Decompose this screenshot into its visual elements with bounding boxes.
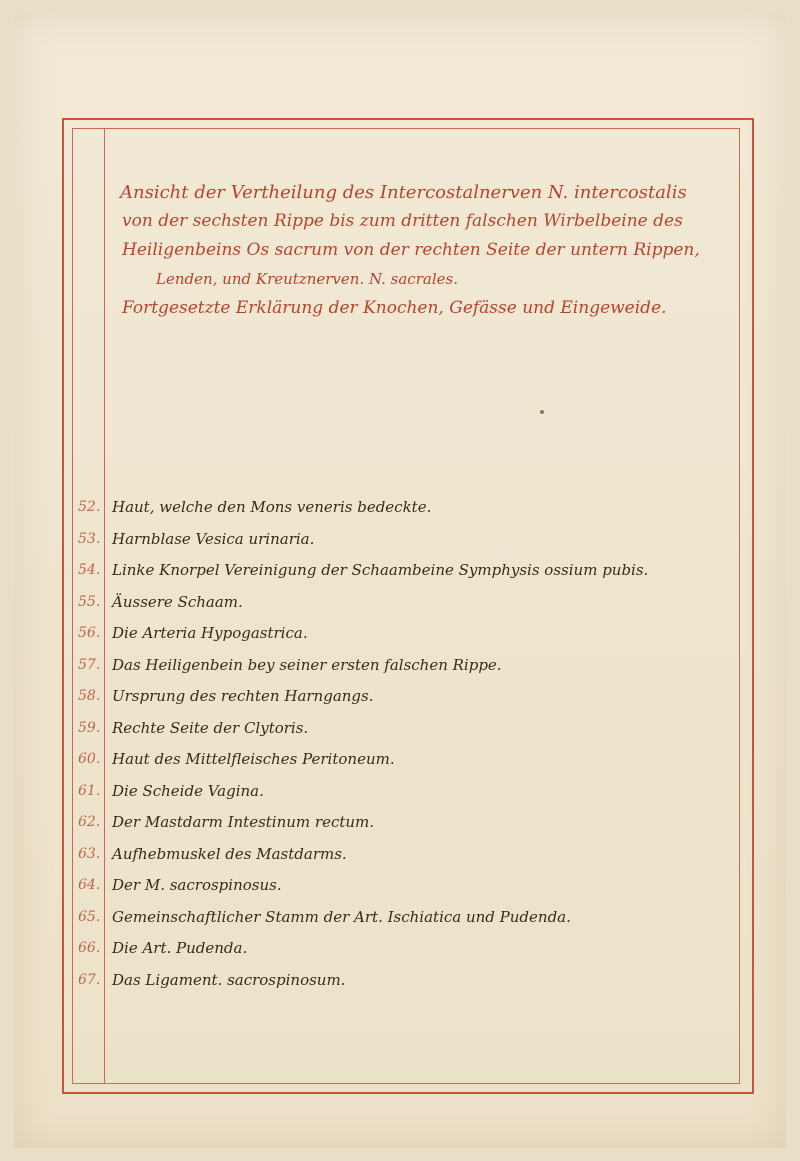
entry-number: 62. <box>78 814 101 830</box>
list-item <box>72 839 732 871</box>
entry-number: 64. <box>78 877 101 893</box>
entry-number: 63. <box>78 845 101 862</box>
entry-number: 66. <box>78 940 101 956</box>
entry-number: 56. <box>78 625 101 641</box>
list-item <box>72 618 732 650</box>
entry-text: Haut, welche den Mons veneris bedeckte. <box>112 498 432 516</box>
title-line: Fortgesetzte Erklärung der Knochen, Gefässe und Eingeweide. <box>122 298 667 318</box>
list-item <box>72 681 732 713</box>
list-item <box>72 524 732 556</box>
list-item <box>72 933 732 965</box>
entry-text: Das Ligament. sacrospinosum. <box>112 970 346 989</box>
page-title <box>96 178 746 323</box>
entry-number: 52. <box>78 499 101 515</box>
entry-number: 67. <box>78 971 101 988</box>
entry-number: 54. <box>78 562 101 578</box>
title-line: Heiligenbeins Os sacrum von der rechten Seite der untern Rippen, <box>122 240 700 260</box>
list-item <box>72 713 732 745</box>
entry-text: Äussere Schaam. <box>112 592 243 611</box>
list-item <box>72 555 732 587</box>
list-item <box>72 965 732 997</box>
entry-text: Die Arteria Hypogastrica. <box>112 624 308 642</box>
list-item <box>72 902 732 934</box>
entry-number: 55. <box>78 593 101 610</box>
entry-text: Ursprung des rechten Harngangs. <box>112 687 374 705</box>
list-item <box>72 650 732 682</box>
entry-text: Das Heiligenbein bey seiner ersten falschen Rippe. <box>112 655 502 674</box>
list-item <box>72 776 732 808</box>
list-item <box>72 807 732 839</box>
entry-number: 57. <box>78 656 101 673</box>
title-line: Lenden, und Kreutznerven. N. sacrales. <box>156 270 458 288</box>
entry-number: 58. <box>78 688 101 704</box>
entry-text: Rechte Seite der Clytoris. <box>112 718 309 737</box>
entry-number: 59. <box>78 719 101 736</box>
entry-number: 53. <box>78 530 101 547</box>
title-line: von der sechsten Rippe bis zum dritten falschen Wirbelbeine des <box>122 211 683 231</box>
list-item <box>72 870 732 902</box>
entry-number: 60. <box>78 751 101 767</box>
entry-text: Der M. sacrospinosus. <box>112 876 282 894</box>
entry-text: Harnblase Vesica urinaria. <box>112 529 315 548</box>
entry-text: Die Scheide Vagina. <box>112 781 264 800</box>
entry-number: 65. <box>78 908 101 925</box>
ink-spot <box>540 410 544 414</box>
title-line: Ansicht der Vertheilung des Intercostalnerven N. intercostalis <box>120 182 687 203</box>
entry-text: Linke Knorpel Vereinigung der Schaambeine Symphysis ossium pubis. <box>112 561 649 579</box>
entry-number: 61. <box>78 782 101 799</box>
entry-text: Haut des Mittelfleisches Peritoneum. <box>112 750 395 768</box>
entry-text: Aufhebmuskel des Mastdarms. <box>112 844 347 863</box>
list-item <box>72 587 732 619</box>
list-item <box>72 492 732 524</box>
list-item <box>72 744 732 776</box>
entry-text: Die Art. Pudenda. <box>112 939 248 957</box>
entry-text: Gemeinschaftlicher Stamm der Art. Ischiatica und Pudenda. <box>112 907 571 926</box>
entry-text: Der Mastdarm Intestinum rectum. <box>112 813 375 831</box>
legend-list <box>72 492 732 996</box>
